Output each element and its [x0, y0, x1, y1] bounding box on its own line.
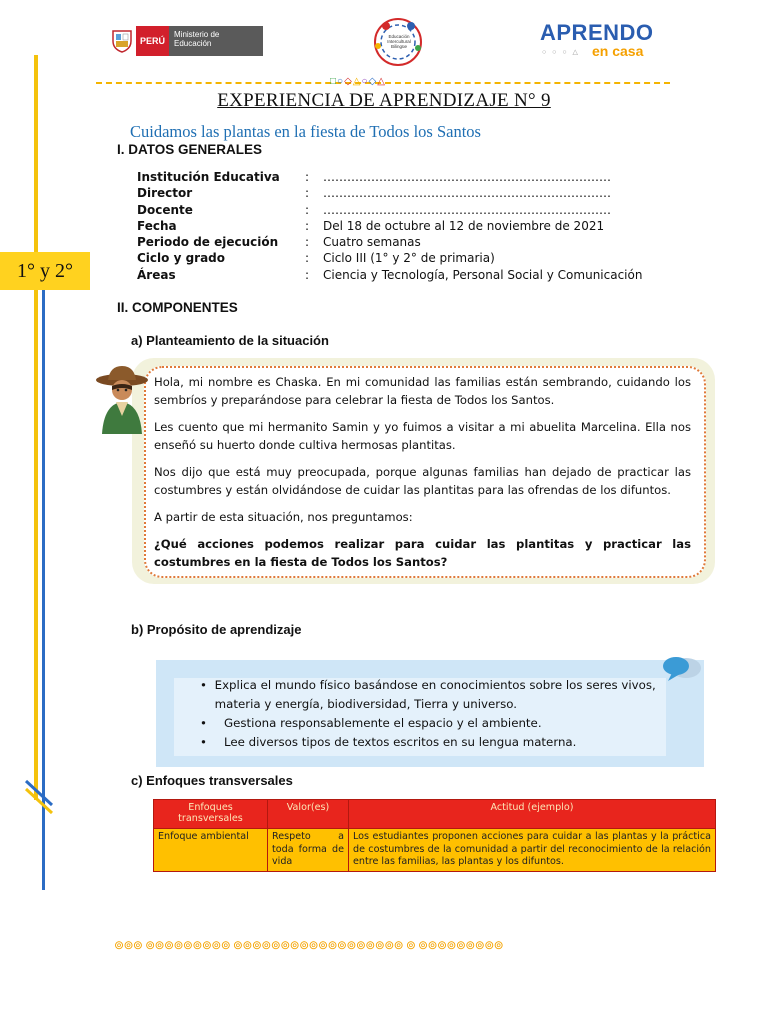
- purpose-item: [200, 714, 670, 733]
- footer-decoration-icon: ⊚⊚⊚ ⊚⊚⊚⊚⊚⊚⊚⊚⊚ ⊚⊚⊚⊚⊚⊚⊚⊚⊚⊚⊚⊚⊚⊚⊚⊚⊚⊚ ⊚ ⊚⊚⊚⊚⊚⊚⊚⊚⊚: [114, 938, 504, 952]
- datos-colon: :: [305, 202, 310, 217]
- datos-row: [137, 169, 697, 185]
- situation-paragraph: A partir de esta situación, nos preguntamos:: [154, 510, 413, 524]
- side-line-yellow: [34, 55, 38, 800]
- situation-text: [154, 373, 691, 580]
- table-cell: Los estudiantes proponen acciones para cuidar a las plantas y la práctica de costumbres de la comunidad a partir del reconocimiento de la relación entre las familias, las plantas y los difuntos.: [349, 829, 716, 872]
- purpose-text: Explica el mundo físico basándose en conocimientos sobre los seres vivos, materia y energía, biodiversidad, Tierra y universo.: [214, 678, 656, 711]
- subsection-planteamiento: a) Planteamiento de la situación: [131, 333, 329, 348]
- peru-label: PERÚ: [136, 26, 169, 56]
- table-cell: Enfoque ambiental: [154, 829, 268, 872]
- datos-row: [137, 234, 697, 250]
- page-subtitle: Cuidamos las plantas en la fiesta de Todos los Santos: [130, 122, 481, 141]
- minedu-logo: [108, 26, 263, 56]
- datos-value: ………………………………………………………………: [323, 186, 611, 201]
- datos-value: Ciclo III (1° y 2° de primaria): [323, 251, 495, 266]
- bullet-icon: •: [200, 716, 207, 730]
- peru-shield-icon: [108, 26, 136, 56]
- datos-row: [137, 250, 697, 266]
- datos-value: ………………………………………………………………: [323, 202, 611, 217]
- datos-value: Cuatro semanas: [323, 235, 421, 250]
- datos-label: Ciclo y grado: [137, 251, 226, 266]
- table-header: Actitud (ejemplo): [349, 800, 716, 829]
- eib-label: Educación Intercultural Bilingüe: [387, 34, 411, 49]
- datos-row: [137, 267, 697, 283]
- datos-colon: :: [305, 170, 310, 184]
- subsection-enfoques: c) Enfoques transversales: [131, 773, 293, 788]
- datos-colon: :: [305, 218, 310, 233]
- decorative-dots-icon: ○ ○ ○ △: [542, 49, 580, 56]
- section-componentes: II. COMPONENTES: [117, 300, 238, 315]
- datos-label: Fecha: [137, 218, 177, 233]
- datos-colon: :: [305, 186, 310, 201]
- datos-value: ………………………………………………………………: [323, 170, 611, 184]
- bullet-icon: •: [200, 678, 207, 692]
- datos-label: Institución Educativa: [137, 170, 280, 184]
- situation-paragraph: Nos dijo que está muy preocupada, porque algunas familias han dejado de practicar las costumbres y están olvidándose de cuidar las plantitas para las ofrendas de los difuntos.: [154, 465, 691, 497]
- enfoques-table: [153, 799, 716, 872]
- bullet-icon: •: [200, 735, 207, 749]
- aprendo-title: APRENDO: [540, 20, 654, 45]
- chaska-character-icon: [92, 366, 152, 434]
- datos-row: [137, 202, 697, 218]
- page-title: EXPERIENCIA DE APRENDIZAJE N° 9: [217, 90, 551, 111]
- datos-row: [137, 218, 697, 234]
- datos-value: Ciencia y Tecnología, Personal Social y Comunicación: [323, 267, 643, 282]
- ministry-label: Ministerio de Educación: [169, 26, 263, 56]
- section-datos-generales: I. DATOS GENERALES: [117, 142, 263, 157]
- table-cell: Respeto a toda forma de vida: [268, 829, 349, 872]
- situation-paragraph: Hola, mi nombre es Chaska. En mi comunidad las familias están sembrando, cuidando los sembríos y preparándose para celebrar la fiesta de Todos los Santos.: [154, 375, 691, 407]
- purpose-item: [200, 676, 670, 714]
- purpose-text: Gestiona responsablemente el espacio y el ambiente.: [224, 716, 542, 730]
- purpose-list: [200, 676, 670, 752]
- table-row: [154, 829, 716, 872]
- table-header: Valor(es): [268, 800, 349, 829]
- grade-tag: 1° y 2°: [0, 252, 90, 290]
- eib-logo: [368, 16, 428, 68]
- datos-colon: :: [305, 251, 310, 266]
- situation-question: ¿Qué acciones podemos realizar para cuidar las plantitas y practicar las costumbres en la fiesta de Todos los Santos?: [154, 537, 691, 569]
- datos-colon: :: [305, 267, 310, 282]
- subsection-proposito: b) Propósito de aprendizaje: [131, 622, 302, 637]
- situation-paragraph: Les cuento que mi hermanito Samin y yo fuimos a visitar a mi abuelita Marcelina. Ella nos enseñó su huerto donde cultiva hermosas plantitas.: [154, 420, 691, 452]
- datos-row: [137, 185, 697, 201]
- aprendo-en-casa-logo: [540, 22, 660, 62]
- datos-value: Del 18 de octubre al 12 de noviembre de 2021: [323, 218, 605, 233]
- datos-label: Director: [137, 186, 193, 201]
- purpose-text: Lee diversos tipos de textos escritos en su lengua materna.: [224, 735, 577, 749]
- table-header: Enfoques transversales: [154, 800, 268, 829]
- datos-label: Periodo de ejecución: [137, 235, 279, 250]
- datos-colon: :: [305, 235, 310, 250]
- purpose-item: [200, 733, 670, 752]
- en-casa-title: en casa: [592, 43, 644, 59]
- datos-generales-list: [137, 169, 697, 283]
- datos-label: Áreas: [137, 267, 176, 282]
- datos-label: Docente: [137, 202, 193, 217]
- table-header-row: [154, 800, 716, 829]
- slash-decoration-icon: [22, 775, 56, 815]
- colored-shapes-icon: □○◇△○◇△: [330, 76, 386, 87]
